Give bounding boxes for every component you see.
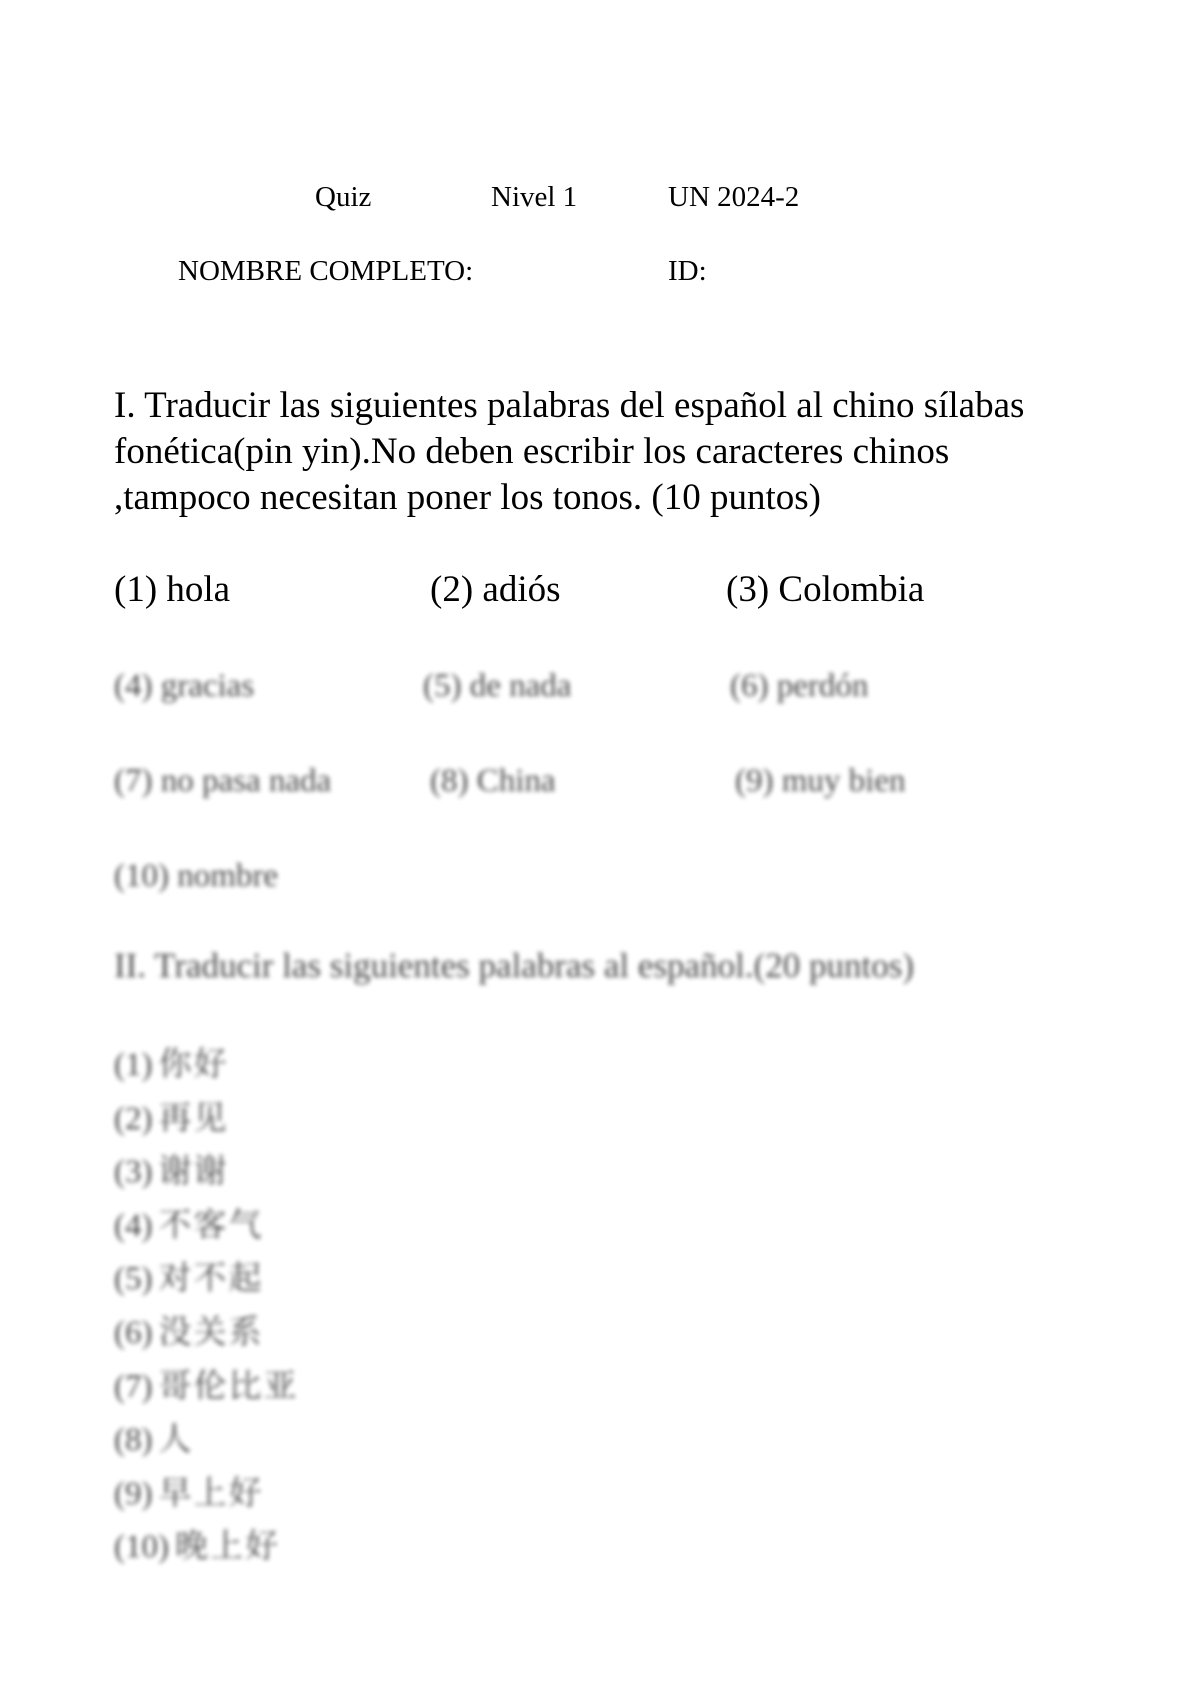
list-item	[114, 1092, 298, 1146]
list-item	[114, 1467, 298, 1521]
list-item	[114, 1520, 298, 1574]
vocab-item-9: (9) muy bien	[735, 763, 906, 799]
chinese-word: 哥伦比亚	[158, 1365, 299, 1405]
vocab-item-3: (3) Colombia	[726, 569, 925, 610]
vocab-item-5: (5) de nada	[423, 668, 572, 704]
id-field-label: ID:	[668, 255, 707, 287]
chinese-word: 谢谢	[158, 1151, 229, 1191]
item-number: (9)	[114, 1475, 153, 1512]
item-number: (6)	[114, 1314, 153, 1351]
item-number: (7)	[114, 1368, 153, 1405]
item-number: (4)	[114, 1207, 153, 1244]
chinese-word: 晚上好	[174, 1526, 280, 1566]
list-item	[114, 1413, 298, 1467]
name-field-label: NOMBRE COMPLETO:	[178, 255, 474, 287]
chinese-word: 不客气	[158, 1204, 264, 1244]
list-item	[114, 1199, 298, 1253]
item-number: (5)	[114, 1261, 153, 1298]
chinese-word: 早上好	[158, 1472, 264, 1512]
item-number: (1)	[114, 1047, 153, 1083]
section-2-instruction: II. Traducir las siguientes palabras al español.(20 puntos)	[114, 946, 914, 985]
list-item	[114, 1038, 298, 1092]
item-number: (3)	[114, 1154, 153, 1191]
term-label: UN 2024-2	[668, 181, 800, 213]
vocab-item-7: (7) no pasa nada	[114, 763, 332, 799]
vocab-item-6: (6) perdón	[730, 668, 869, 704]
vocab-item-8: (8) China	[430, 763, 556, 799]
item-number: (2)	[114, 1100, 153, 1137]
chinese-word: 对不起	[158, 1258, 264, 1298]
list-item	[114, 1360, 298, 1414]
list-item	[114, 1306, 298, 1360]
chinese-word: 没关系	[158, 1311, 264, 1351]
chinese-word: 再见	[158, 1097, 229, 1137]
vocab-item-10: (10) nombre	[114, 858, 279, 894]
vocab-item-2: (2) adiós	[430, 569, 561, 610]
vocab-item-1: (1) hola	[114, 569, 231, 610]
level-label: Nivel 1	[491, 181, 578, 213]
item-number: (10)	[114, 1529, 169, 1566]
quiz-label: Quiz	[315, 181, 372, 213]
section-1-instruction: I. Traducir las siguientes palabras del español al chino sílabas fonética(pin yin).No deben escribir los caracteres chinos ,tampoco necesitan poner los tonos. (10 puntos)	[114, 385, 1025, 518]
chinese-word-list	[114, 1038, 298, 1574]
vocab-item-4: (4) gracias	[114, 668, 255, 704]
list-item	[114, 1252, 298, 1306]
chinese-word: 人	[158, 1419, 194, 1459]
chinese-word: 你好	[158, 1044, 229, 1083]
list-item	[114, 1145, 298, 1199]
item-number: (8)	[114, 1422, 153, 1459]
